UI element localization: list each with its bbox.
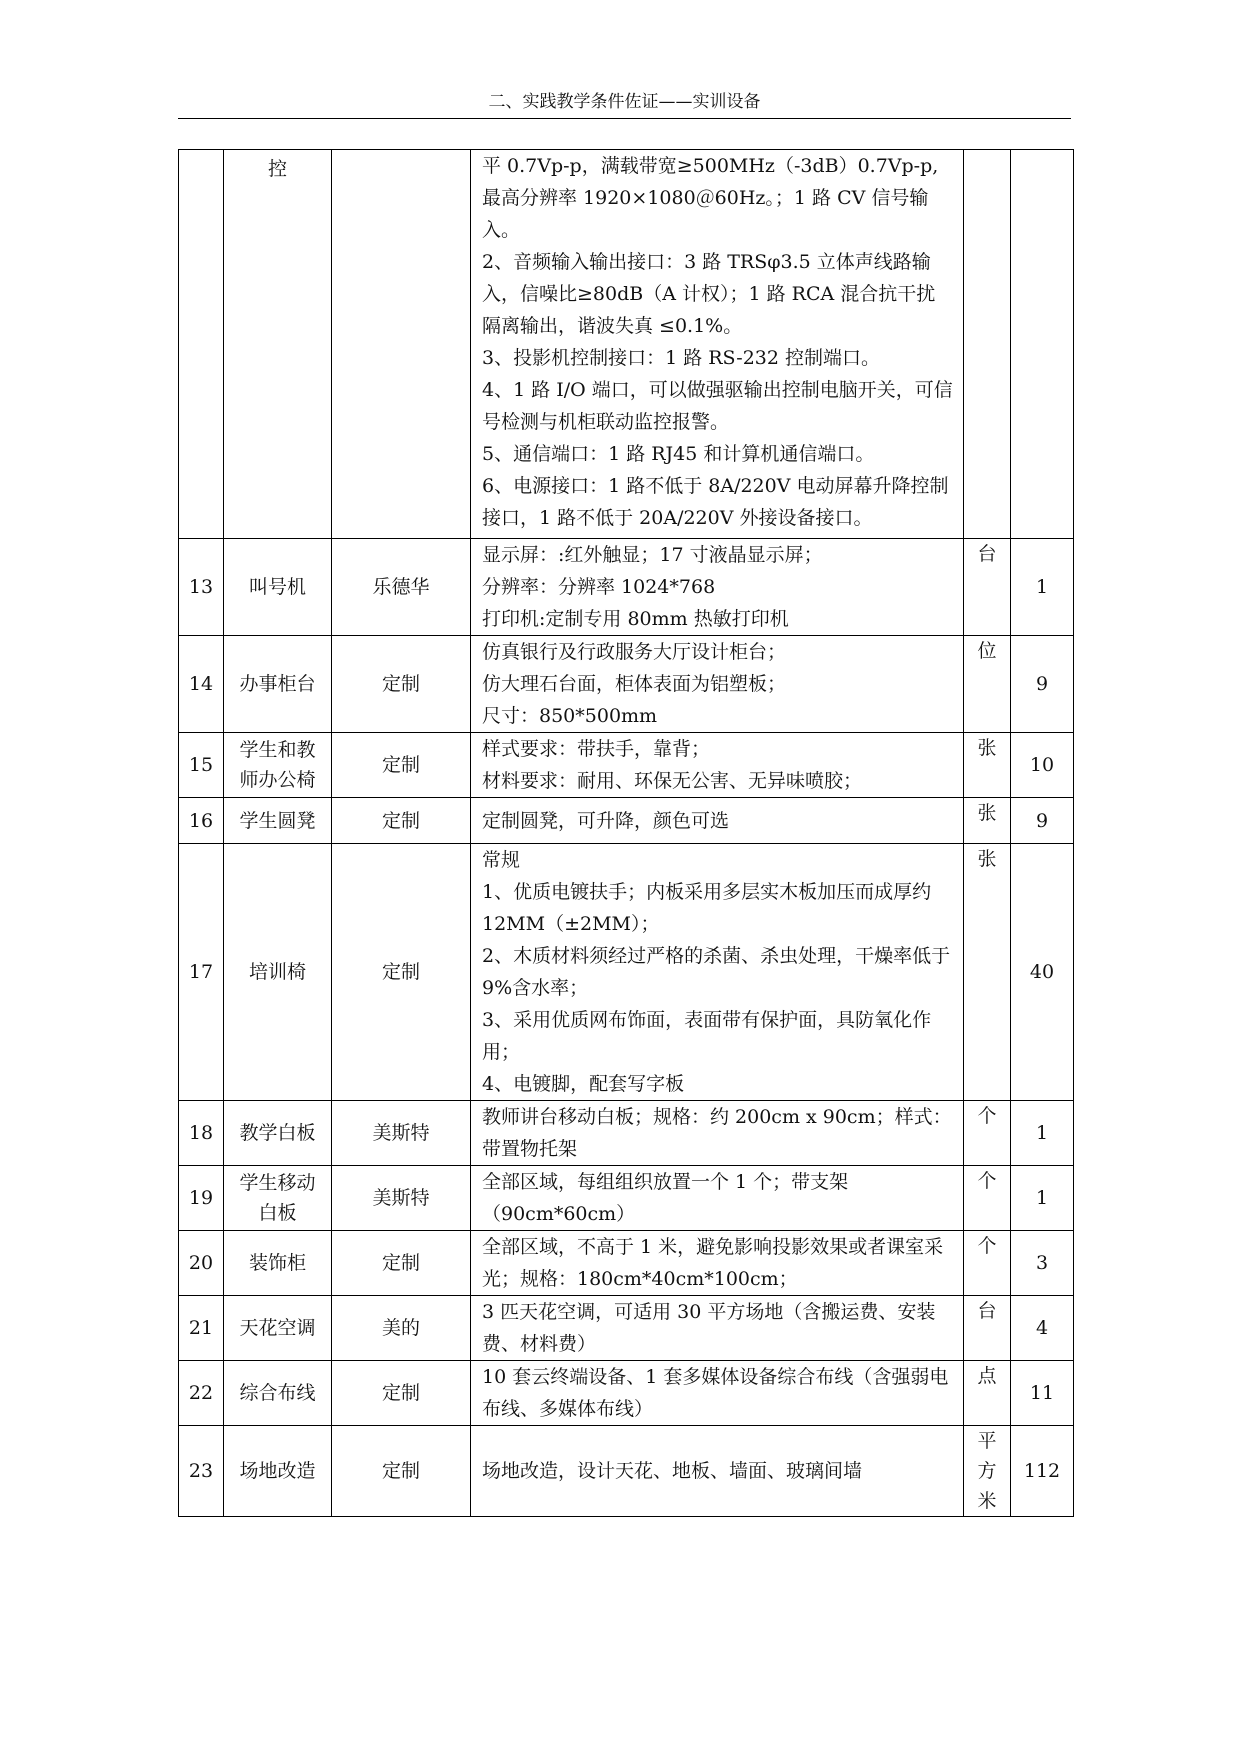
- table-row: [179, 1296, 1074, 1361]
- table-row: [179, 1231, 1074, 1296]
- cell-unit: 位: [964, 636, 1011, 733]
- cell-no: 14: [179, 636, 224, 733]
- spec-line: 材料要求：耐用、环保无公害、无异味喷胶；: [482, 770, 863, 792]
- cell-qty: 9: [1011, 636, 1074, 733]
- spec-line: 全部区域，不高于 1 米，避免影响投影效果或者课室采光；规格：180cm*40cm*100cm；: [482, 1236, 944, 1290]
- cell-name: 学生和教师办公椅: [224, 733, 332, 798]
- cell-spec: [471, 1296, 964, 1361]
- cell-spec: [471, 636, 964, 733]
- cell-spec: [471, 798, 964, 844]
- spec-line: 显示屏：:红外触显；17 寸液晶显示屏；: [482, 544, 823, 566]
- cell-spec: [471, 1426, 964, 1517]
- table-row: [179, 539, 1074, 636]
- cell-name: 培训椅: [224, 844, 332, 1101]
- cell-brand: 定制: [332, 844, 471, 1101]
- spec-line: 3 匹天花空调，可适用 30 平方场地（含搬运费、安装费、材料费）: [482, 1301, 936, 1355]
- cell-qty: 3: [1011, 1231, 1074, 1296]
- cell-qty: [1011, 150, 1074, 539]
- cell-unit: 张: [964, 844, 1011, 1101]
- cell-brand: 乐德华: [332, 539, 471, 636]
- cell-no: 19: [179, 1166, 224, 1231]
- table-row: [179, 1361, 1074, 1426]
- cell-name: 学生圆凳: [224, 798, 332, 844]
- cell-no: 17: [179, 844, 224, 1101]
- cell-spec: [471, 1101, 964, 1166]
- cell-unit: 个: [964, 1101, 1011, 1166]
- spec-line: 仿大理石台面，柜体表面为铝塑板；: [482, 673, 787, 695]
- table-row: [179, 1101, 1074, 1166]
- cell-unit: 个: [964, 1231, 1011, 1296]
- cell-brand: 定制: [332, 1231, 471, 1296]
- cell-qty: 1: [1011, 539, 1074, 636]
- header-rule: [178, 118, 1071, 119]
- cell-qty: 112: [1011, 1426, 1074, 1517]
- cell-brand: 美斯特: [332, 1101, 471, 1166]
- spec-line: 尺寸：850*500mm: [482, 705, 658, 727]
- spec-line: 6、电源接口：1 路不低于 8A/220V 电动屏幕升降控制接口，1 路不低于 20A/220V 外接设备接口。: [482, 475, 949, 529]
- cell-name: 叫号机: [224, 539, 332, 636]
- cell-brand: 定制: [332, 798, 471, 844]
- cell-qty: 11: [1011, 1361, 1074, 1426]
- spec-line: 常规: [482, 849, 521, 871]
- cell-qty: 1: [1011, 1166, 1074, 1231]
- cell-qty: 9: [1011, 798, 1074, 844]
- cell-name: 场地改造: [224, 1426, 332, 1517]
- cell-brand: [332, 150, 471, 539]
- spec-line: 10 套云终端设备、1 套多媒体设备综合布线（含强弱电布线、多媒体布线）: [482, 1366, 949, 1420]
- spec-line: 场地改造，设计天花、地板、墙面、玻璃间墙: [482, 1460, 863, 1482]
- spec-line: 5、通信端口：1 路 RJ45 和计算机通信端口。: [482, 443, 875, 465]
- cell-no: 18: [179, 1101, 224, 1166]
- cell-spec: [471, 539, 964, 636]
- spec-line: 全部区域，每组组织放置一个 1 个；带支架（90cm*60cm）: [482, 1171, 849, 1225]
- table-row: [179, 1166, 1074, 1231]
- table-row: [179, 733, 1074, 798]
- table-row: [179, 798, 1074, 844]
- cell-name: 装饰柜: [224, 1231, 332, 1296]
- spec-line: 打印机:定制专用 80mm 热敏打印机: [482, 608, 789, 630]
- cell-unit: 台: [964, 539, 1011, 636]
- cell-unit: 平方米: [964, 1426, 1011, 1517]
- cell-qty: 10: [1011, 733, 1074, 798]
- spec-line: 2、木质材料须经过严格的杀菌、杀虫处理，干燥率低于 9%含水率；: [482, 945, 951, 999]
- spec-line: 1、优质电镀扶手；内板采用多层实木板加压而成厚约 12MM（±2MM）；: [482, 881, 932, 935]
- cell-spec: [471, 1166, 964, 1231]
- spec-line: 2、音频输入输出接口：3 路 TRSφ3.5 立体声线路输入，信噪比≥80dB（A 计权）；1 路 RCA 混合抗干扰隔离输出，谐波失真 ≤0.1%。: [482, 251, 936, 337]
- spec-line: 4、1 路 I/O 端口，可以做强驱输出控制电脑开关，可信号检测与机柜联动监控报警。: [482, 379, 953, 433]
- cell-brand: 定制: [332, 636, 471, 733]
- cell-unit: 台: [964, 1296, 1011, 1361]
- table-body: [179, 150, 1074, 1517]
- cell-brand: 美的: [332, 1296, 471, 1361]
- cell-spec: [471, 844, 964, 1101]
- table-row: [179, 636, 1074, 733]
- spec-line: 分辨率：分辨率 1024*768: [482, 576, 716, 598]
- cell-no: 22: [179, 1361, 224, 1426]
- cell-no: 20: [179, 1231, 224, 1296]
- cell-unit: [964, 150, 1011, 539]
- cell-no: 21: [179, 1296, 224, 1361]
- cell-qty: 40: [1011, 844, 1074, 1101]
- cell-no: [179, 150, 224, 539]
- cell-name: 控: [224, 150, 332, 539]
- cell-unit: 点: [964, 1361, 1011, 1426]
- spec-line: 平 0.7Vp-p，满载带宽≥500MHz（-3dB）0.7Vp-p,最高分辨率 1920×1080＠60Hz。；1 路 CV 信号输入。: [482, 155, 939, 241]
- cell-name: 办事柜台: [224, 636, 332, 733]
- cell-spec: [471, 1361, 964, 1426]
- cell-no: 15: [179, 733, 224, 798]
- equipment-table: [178, 149, 1074, 1517]
- cell-no: 23: [179, 1426, 224, 1517]
- spec-line: 定制圆凳，可升降，颜色可选: [482, 809, 730, 832]
- cell-no: 13: [179, 539, 224, 636]
- cell-brand: 美斯特: [332, 1166, 471, 1231]
- cell-unit: 个: [964, 1166, 1011, 1231]
- table-row-continuation: [179, 150, 1074, 539]
- spec-line: 仿真银行及行政服务大厅设计柜台；: [482, 641, 787, 663]
- spec-line: 教师讲台移动白板；规格：约 200cm x 90cm；样式：带置物托架: [482, 1106, 952, 1160]
- spec-line: 样式要求：带扶手，靠背；: [482, 738, 711, 760]
- cell-spec: [471, 733, 964, 798]
- cell-brand: 定制: [332, 733, 471, 798]
- spec-line: 4、电镀脚，配套写字板: [482, 1073, 685, 1095]
- cell-spec: [471, 1231, 964, 1296]
- cell-unit: 张: [964, 733, 1011, 798]
- cell-name: 天花空调: [224, 1296, 332, 1361]
- table-row: [179, 844, 1074, 1101]
- cell-name: 教学白板: [224, 1101, 332, 1166]
- cell-qty: 4: [1011, 1296, 1074, 1361]
- cell-brand: 定制: [332, 1361, 471, 1426]
- cell-no: 16: [179, 798, 224, 844]
- cell-spec: [471, 150, 964, 539]
- cell-brand: 定制: [332, 1426, 471, 1517]
- cell-name: 综合布线: [224, 1361, 332, 1426]
- spec-line: 3、采用优质网布饰面，表面带有保护面，具防氧化作用；: [482, 1009, 932, 1063]
- spec-line: 3、投影机控制接口：1 路 RS-232 控制端口。: [482, 347, 880, 369]
- cell-unit: 张: [964, 798, 1011, 844]
- table-row: [179, 1426, 1074, 1517]
- cell-name: 学生移动白板: [224, 1166, 332, 1231]
- page-header: 二、实践教学条件佐证——实训设备: [488, 92, 761, 112]
- cell-qty: 1: [1011, 1101, 1074, 1166]
